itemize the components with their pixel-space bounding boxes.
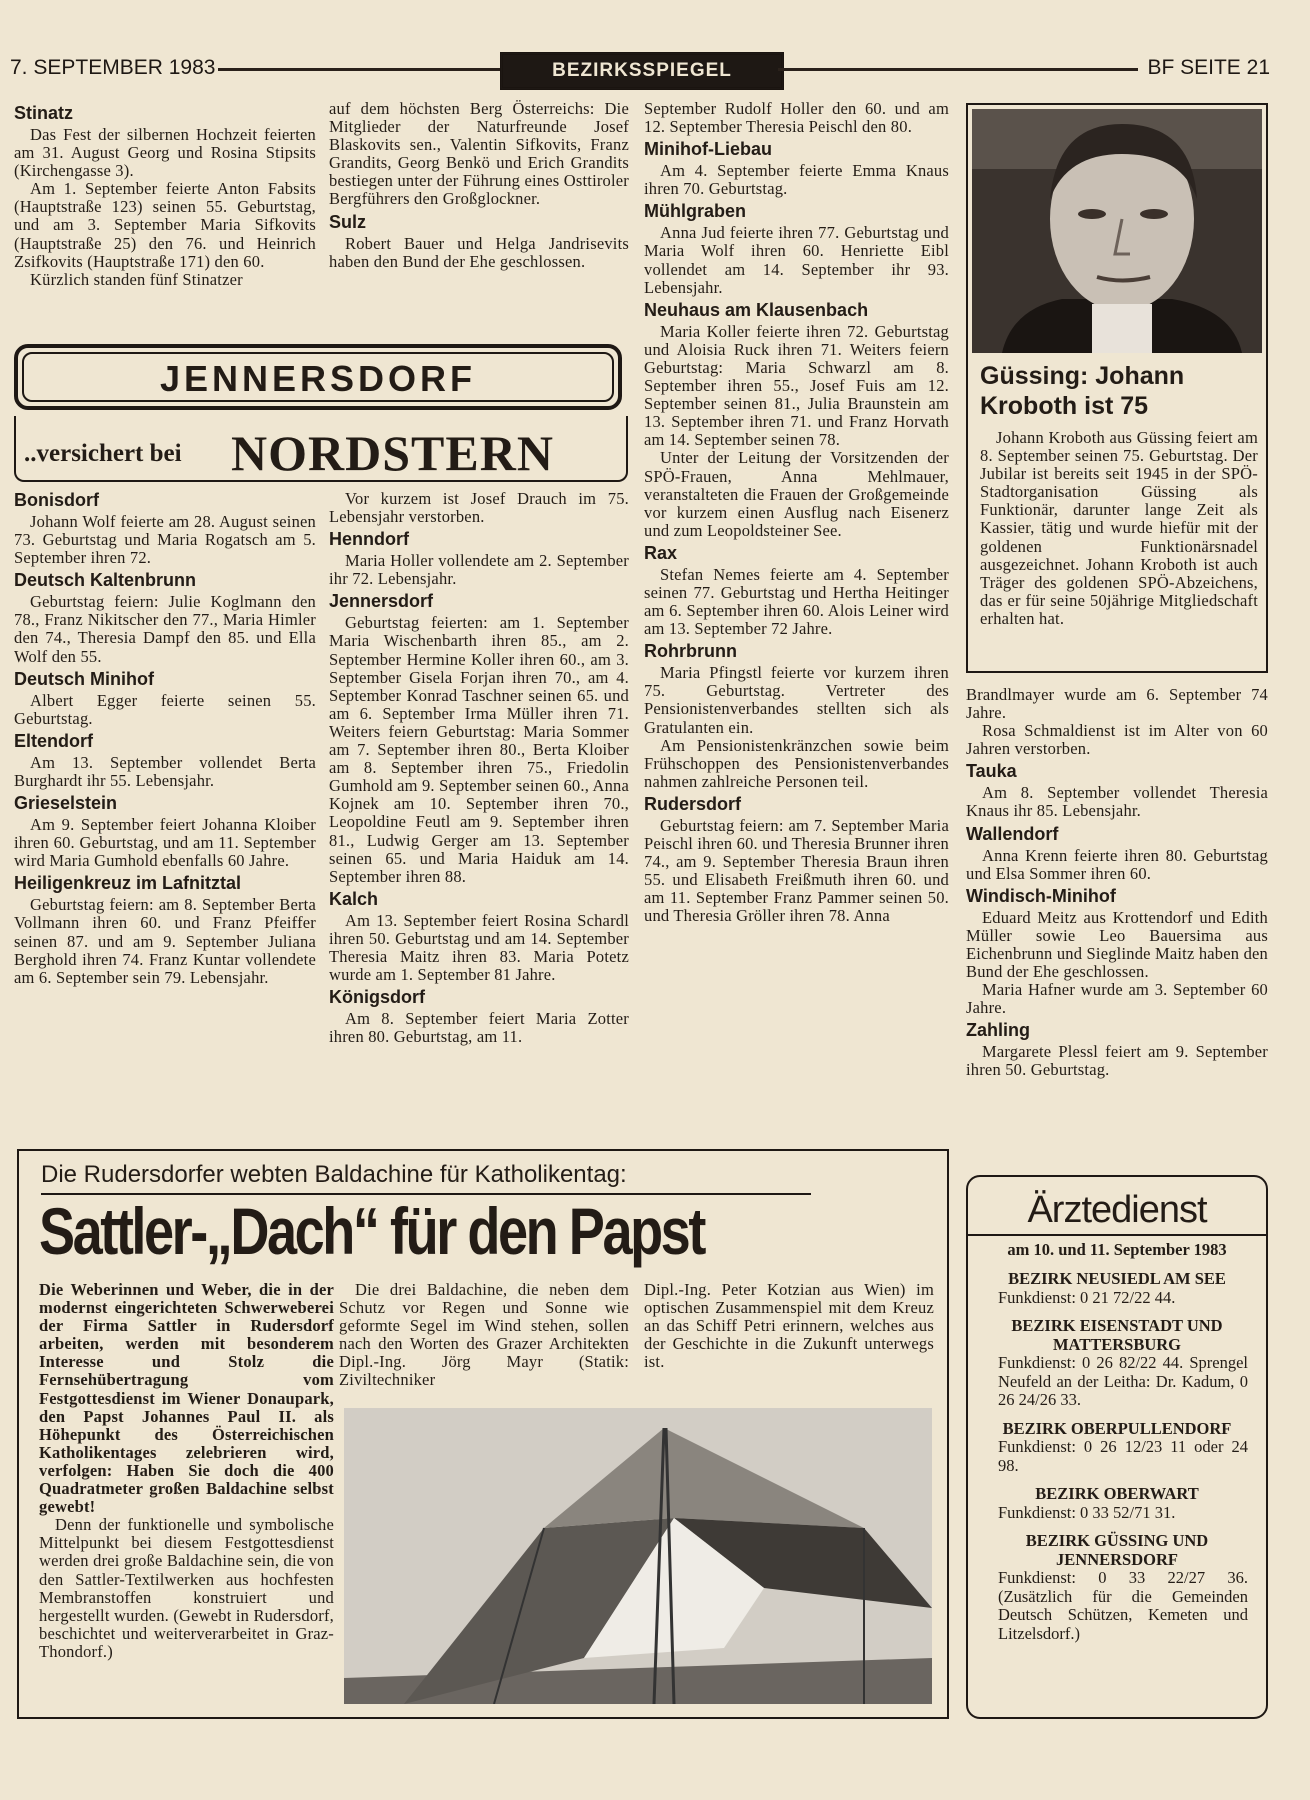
paragraph: Maria Pfingstl feierte vor kurzem ihren 75. Geburtstag. Vertreter des Pensionistenverbandes stellten sich als Gratulanten ein.: [644, 663, 949, 737]
place-heading: Jennersdorf: [329, 591, 434, 612]
paragraph: Stefan Nemes feierte am 4. September seinen 77. Geburtstag und Hertha Heitinger am 6. September ihren 60. Alois Leiner wird am 13. September 72 Jahre.: [644, 564, 949, 639]
place-heading: Minihof-Liebau: [644, 139, 772, 160]
paragraph: Am 9. September feiert Johanna Kloiber ihren 60. Geburtstag, und am 11. September wird Maria Gumhold ebenfalls 60 Jahre.: [14, 815, 316, 871]
aerztedienst-date: am 10. und 11. September 1983: [968, 1234, 1266, 1260]
header-rule: [778, 68, 1138, 71]
article-col-1: [39, 1281, 334, 1661]
paragraph: Brandlmayer wurde am 6. September 74 Jahre.: [966, 685, 1268, 723]
canopy-photo: [344, 1408, 932, 1704]
paragraph: Maria Hafner wurde am 3. September 60 Jahre.: [966, 980, 1268, 1018]
nordstern-ad: [14, 416, 628, 482]
paragraph: Robert Bauer und Helga Jandrisevits haben den Bund der Ehe geschlossen.: [329, 233, 629, 271]
article-col-2: [339, 1281, 629, 1390]
column-stinatz: [14, 100, 316, 289]
paragraph: Kürzlich standen fünf Stinatzer: [30, 269, 243, 289]
place-heading: Grieselstein: [14, 793, 118, 814]
paragraph: Am 8. September feiert Maria Zotter ihren 80. Geburtstag, am 11.: [329, 1009, 629, 1047]
column-2: [329, 490, 629, 1046]
district-name: BEZIRK OBERPULLENDORF: [1002, 1418, 1232, 1438]
district-name: BEZIRK NEUSIEDL AM SEE: [1008, 1269, 1226, 1288]
place-heading: Tauka: [966, 761, 1017, 782]
column-sulz: [329, 100, 629, 271]
article-headline: Sattler-„Dach“ für den Papst: [39, 1194, 704, 1268]
paragraph: Die Weberinnen und Weber, die in der modernst eingerichteten Schwerweberei der Firma Sattler in Rudersdorf arbeiten, werden mit besonderem Interesse und Stolz die Fernsehübertragung vom Festgottesdienst im Wiener Donaupark, den Papst Johannes Paul II. als Höhepunkt des Österreichischen Katholikentages zelebrieren wird, verfolgen: Haben Sie doch die 400 Quadratmeter großen Baldachine selbst gewebt!: [39, 1280, 334, 1517]
paragraph: Unter der Leitung der Vorsitzenden der SPÖ-Frauen, Anna Mehlmauer, veranstalteten die Frauen der Großgemeinde vor kurzem einen Ausflug nach Eisenerz und zum Leopoldsteiner See.: [644, 448, 949, 540]
paragraph: Geburtstag feiern: am 7. September Maria Peischl ihren 60. und Theresia Brunner ihren 74., am 9. September Theresia Braun ihren 55. und Elisabeth Freißmuth ihren 60. und am 11. September Franz Pammer seinen 50. und Theresia Gröller ihren 78. Anna: [644, 815, 949, 926]
paragraph: Eduard Meitz aus Krottendorf und Edith Müller sowie Leo Bauersima aus Eichenbrunn und Sieglinde Maitz haben den Bund der Ehe geschlossen.: [966, 907, 1268, 982]
paragraph: Geburtstag feierten: am 1. September Maria Wischenbarth ihren 85., am 2. September Hermine Koller ihren 60., am 3. September Gisela Forjan ihren 70., am 4. September Konrad Taschner seinen 65. und am 6. September Irma Müller ihren 71. Weiters feiern Geburtstag: Maria Sommer am 7. September ihren 80., Berta Kloiber am 8. September ihren 75., Friedolin Gumhold am 9. September seinen 60., Anna Kojnek am 10. September ihren 70., Leopoldine Feutl am 9. September ihren 81., Ludwig Gerger am 13. September seinen 65. und Maria Haiduk am 14. September ihren 88.: [329, 613, 629, 886]
paragraph: Albert Egger feierte seinen 55. Geburtstag.: [14, 690, 316, 728]
portrait-box: [966, 103, 1268, 673]
paragraph: auf dem höchsten Berg Österreichs: Die Mitglieder der Naturfreunde Josef Blaskovits sen., Valentin Sifkovits, Franz Grandits, Georg Benkö und Erich Grandits bestiegen unter der Führung eines Osttiroler Bergführers den Großglockner.: [329, 99, 629, 209]
paragraph: Johann Wolf feierte am 28. August seinen 73. Geburtstag und Maria Rogatsch am 5. September ihren 72.: [14, 512, 316, 568]
page-number: BF SEITE 21: [1147, 56, 1270, 79]
district-name: BEZIRK GÜSSING UND JENNERSDORF: [1025, 1531, 1209, 1569]
place-heading: Windisch-Minihof: [966, 885, 1116, 906]
place-heading: Neuhaus am Klausenbach: [644, 299, 869, 320]
district-phone: Funkdienst: 0 21 72/22 44.: [998, 1287, 1176, 1307]
aerztedienst-entries: [968, 1270, 1266, 1643]
district-name: BEZIRK OBERWART: [1035, 1484, 1199, 1503]
place-heading: Rohrbrunn: [644, 641, 737, 662]
banner-title: JENNERSDORF: [22, 352, 614, 402]
paragraph: Maria Koller feierte ihren 72. Geburtstag und Aloisia Ruck ihren 71. Weiters feiern Geburtstag: Maria Schwarzl am 8. September ihren 55., Josef Fuis am 12. September seinen 81., Julia Braunstein am 13. September ihren 71. und Franz Horvath am 14. September seinen 78.: [644, 321, 949, 450]
place-heading: Sulz: [329, 211, 367, 232]
paragraph: Am Pensionistenkränzchen sowie beim Frühschoppen des Pensionistenverbandes nahmen zahlreiche Personen teil.: [644, 735, 949, 791]
place-heading: Deutsch Minihof: [14, 668, 154, 689]
header-rule: [218, 68, 500, 71]
district-phone: Funkdienst: 0 26 82/22 44. Sprengel Neufeld an der Leitha: Dr. Kadum, 0 26 24/26 33.: [998, 1353, 1248, 1409]
district-phone: Funkdienst: 0 33 52/71 31.: [998, 1502, 1176, 1522]
paragraph: Das Fest der silbernen Hochzeit feierten am 31. August Georg und Rosina Stipsits (Kirchengasse 3).: [14, 125, 316, 181]
ad-brand: NORDSTERN: [231, 425, 554, 481]
aerztedienst-box: [966, 1175, 1268, 1719]
paragraph: Am 1. September feierte Anton Fabsits (Hauptstraße 123) seinen 55. Geburtstag, und am 3. September Maria Sifkovits (Hauptstraße 25) den 76. und Heinrich Zsifkovits (Hauptstraße 171) den 60.: [14, 179, 316, 271]
column-1: [14, 487, 316, 987]
ad-tagline: ..versichert bei: [24, 440, 182, 467]
paragraph: Am 8. September vollendet Theresia Knaus ihr 85. Lebensjahr.: [966, 783, 1268, 821]
district-entry: [968, 1485, 1266, 1522]
article-col-3: [644, 1281, 934, 1371]
place-heading: Henndorf: [329, 529, 409, 550]
district-entry: [968, 1420, 1266, 1476]
paragraph: Margarete Plessl feiert am 9. September ihren 50. Geburtstag.: [966, 1042, 1268, 1080]
place-heading: Kalch: [329, 888, 379, 909]
paragraph: Die drei Baldachine, die neben dem Schutz vor Regen und Sonne wie geformte Segel im Wind stehen, sollen nach den Worten des Grazer Architekten Dipl.-Ing. Jörg Mayr (Statik: Ziviltechniker: [339, 1280, 629, 1390]
paragraph: September Rudolf Holler den 60. und am 12. September Theresia Peischl den 80.: [644, 99, 949, 137]
paragraph: Am 13. September vollendet Berta Burghardt ihr 55. Lebensjahr.: [14, 752, 316, 790]
district-phone: Funkdienst: 0 33 22/27 36. (Zusätzlich für die Gemeinden Deutsch Schützen, Kemeten und Litzelsdorf.): [998, 1568, 1248, 1643]
issue-date: 7. SEPTEMBER 1983: [10, 56, 216, 79]
paragraph: Am 4. September feierte Emma Knaus ihren 70. Geburtstag.: [644, 161, 949, 199]
paragraph: Dipl.-Ing. Peter Kotzian aus Wien) im optischen Zusammenspiel mit dem Kreuz an das Schiff Petri erinnern, welches aus der Geschichte in die Zukunft unterwegs ist.: [644, 1280, 934, 1372]
paragraph: Johann Kroboth aus Güssing feiert am 8. September seinen 75. Geburtstag. Der Jubilar ist bereits seit 1945 in der SPÖ-Stadtorganisation Güssing als Funktionär, darunter lange Zeit als Kassier, tätig und wurde hiefür mit der goldenen Funktionärsnadel ausgezeichnet. Johann Kroboth ist auch Träger des goldenen SPÖ-Abzeichens, das er für seine 50jährige Mitgliedschaft erhalten hat.: [980, 428, 1258, 628]
place-heading: Rudersdorf: [644, 793, 742, 814]
paragraph: Maria Holler vollendete am 2. September ihr 72. Lebensjahr.: [329, 551, 629, 589]
article-box: [17, 1149, 949, 1719]
paragraph: Am 13. September feiert Rosina Schardl ihren 50. Geburtstag und am 14. September Theresia Maitz ihren 83. Maria Potetz wurde am 1. September 81 Jahre.: [329, 910, 629, 985]
place-heading: Königsdorf: [329, 987, 425, 1008]
district-entry: [968, 1270, 1266, 1307]
place-heading: Zahling: [966, 1020, 1030, 1041]
district-entry: [968, 1317, 1266, 1410]
section-title: BEZIRKSSPIEGEL: [500, 52, 784, 90]
place-heading: Stinatz: [14, 103, 74, 123]
place-heading: Heiligenkreuz im Lafnitztal: [14, 873, 242, 894]
caption-text: [980, 429, 1258, 628]
place-heading: Bonisdorf: [14, 490, 99, 510]
paragraph: Geburtstag feiern: Julie Koglmann den 78., Franz Nikitscher den 77., Maria Himler den 74., Theresia Dampf den 85. und Ella Wolf den 55.: [14, 592, 316, 666]
portrait-photo: [972, 109, 1262, 353]
place-heading: Eltendorf: [14, 730, 93, 751]
caption-title: Güssing: Johann Kroboth ist 75: [980, 362, 1185, 420]
district-entry: [968, 1532, 1266, 1643]
place-heading: Mühlgraben: [644, 201, 746, 222]
column-4: [966, 686, 1268, 1080]
paragraph: Denn der funktionelle und symbolische Mittelpunkt bei diesem Festgottesdienst werden drei große Baldachine sein, die von den Sattler-Textilwerken aus hochfesten Membranstoffen konstruiert und hergestellt wurden. (Gewebt in Rudersdorf, beschichtet und weiterverarbeitet in Graz-Thondorf.): [39, 1515, 334, 1661]
paragraph: Vor kurzem ist Josef Drauch im 75. Lebensjahr verstorben.: [329, 489, 629, 527]
article-kicker: Die Rudersdorfer webten Baldachine für Katholikentag:: [41, 1161, 811, 1195]
jennersdorf-banner: [14, 344, 622, 410]
place-heading: Rax: [644, 542, 678, 563]
column-3: [644, 100, 949, 925]
district-name: BEZIRK EISENSTADT UND MATTERSBURG: [1011, 1316, 1223, 1354]
place-heading: Deutsch Kaltenbrunn: [14, 570, 197, 591]
paragraph: Anna Jud feierte ihren 77. Geburtstag und Maria Wolf ihren 60. Henriette Eibl vollendet am 14. September ihr 93. Lebensjahr.: [644, 223, 949, 297]
paragraph: Rosa Schmaldienst ist im Alter von 60 Jahren verstorben.: [966, 721, 1268, 759]
paragraph: Geburtstag feiern: am 8. September Berta Vollmann ihren 60. und Franz Pfeiffer seinen 87. und am 9. September Juliana Berghold ihren 74. Franz Kuntar vollendete am 6. September sein 79. Lebensjahr.: [14, 895, 316, 987]
district-phone: Funkdienst: 0 26 12/23 11 oder 24 98.: [998, 1437, 1248, 1475]
place-heading: Wallendorf: [966, 823, 1059, 844]
paragraph: Anna Krenn feierte ihren 80. Geburtstag und Elsa Sommer ihren 60.: [966, 845, 1268, 883]
aerztedienst-title: Ärztedienst: [1027, 1189, 1207, 1231]
